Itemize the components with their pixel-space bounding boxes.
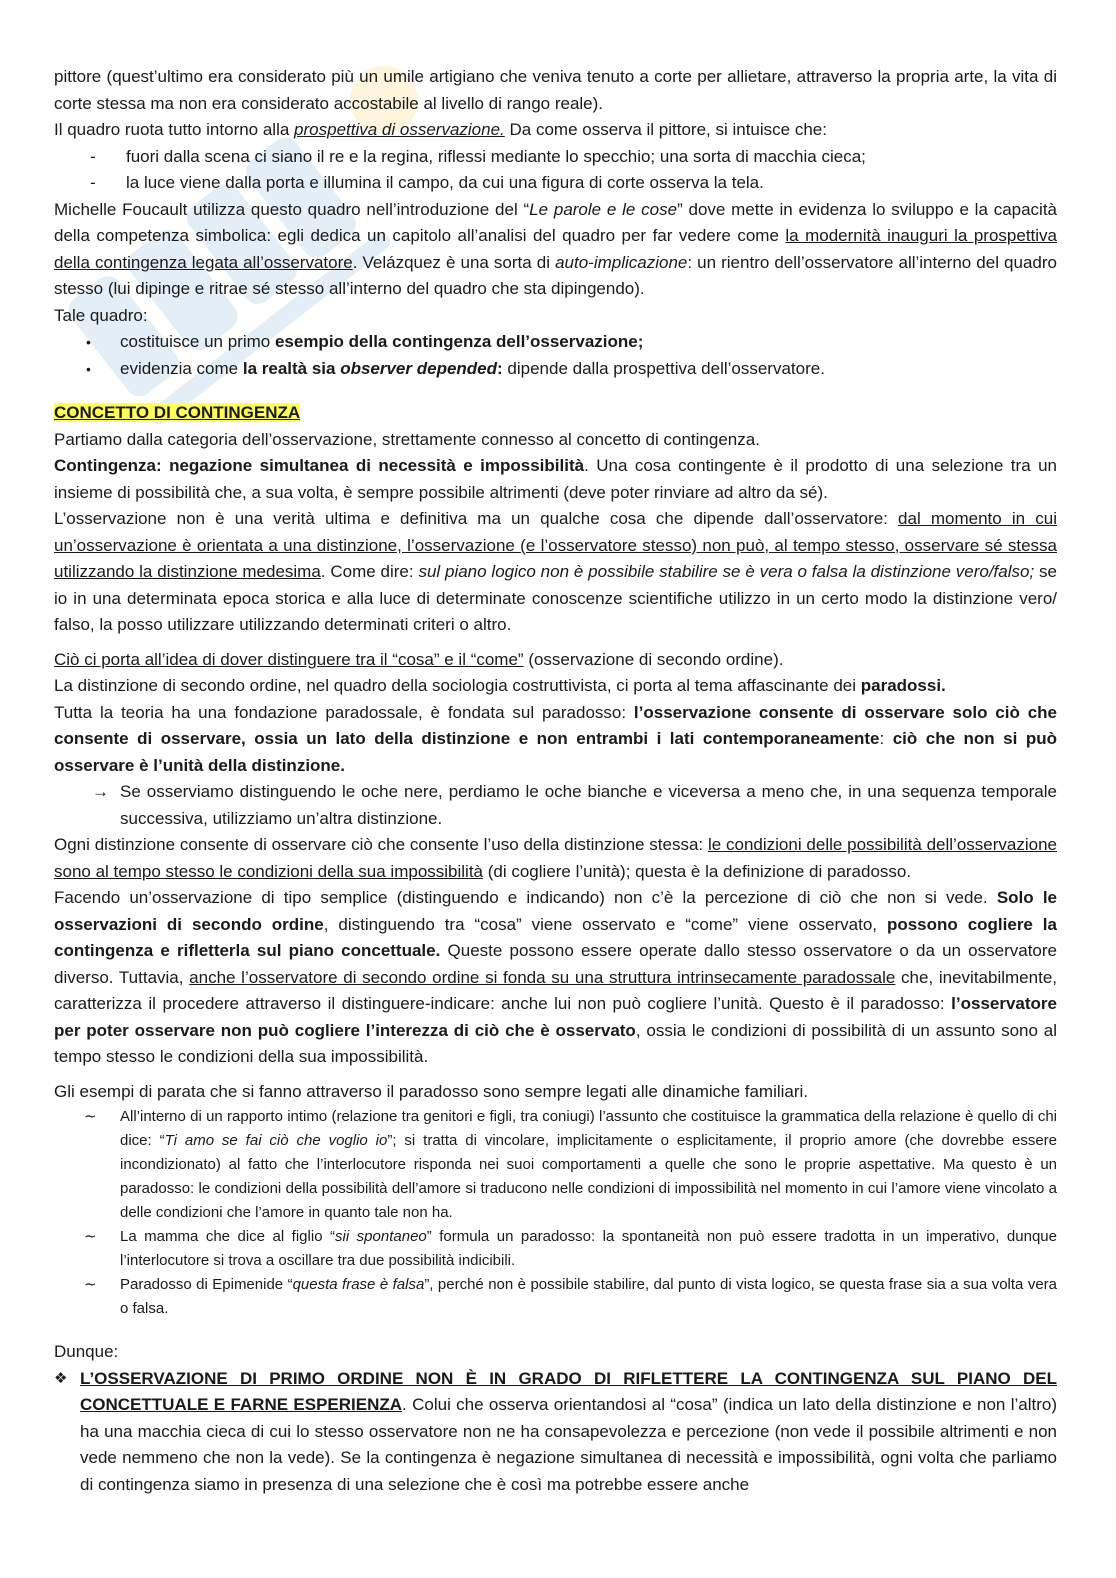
paragraph: Tutta la teoria ha una fondazione paradossale, è fondata sul paradosso: l’osservazione consente di osservare solo ciò che consente di osservare, ossia un lato della distinzione e non entrambi i lati contemporaneamente: ciò che non si può osservare è l’unità della distinzione.	[54, 702, 1058, 775]
section-heading: CONCETTO DI CONTINGENZA	[54, 403, 301, 422]
paragraph: La distinzione di secondo ordine, nel quadro della sociologia costruttivista, ci porta al tema affascinante dei paradossi.	[54, 676, 946, 695]
paragraph: Michelle Foucault utilizza questo quadro nell’introduzione del “Le parole e le cose” dove mette in evidenza lo sviluppo e la capacità della competenza simbolica: egli dedica un capitolo all’analisi del quadro per far vedere come la modernità inauguri la prospettiva della contingenza legata all’osservatore. Velázquez è una sorta di auto-implicazione: un rientro dell’osservatore all’interno del quadro stesso (lui dipinge e ritrae sé stesso all’interno del quadro che sta dipingendo).	[54, 199, 1058, 298]
arrow-list	[54, 779, 1057, 832]
diamond-list	[54, 1366, 1057, 1499]
list-item: • costituisce un primo esempio della contingenza dell’osservazione;	[86, 332, 644, 351]
list-item: ∼ All’interno di un rapporto intimo (relazione tra genitori e figli, tra coniugi) l’assunto che costituisce la grammatica della relazione è quello di chi dice: “Ti amo se fai ciò che voglio io”; si tratta di vincolare, implicitamente o esplicitamente, il proprio amore (che dovrebbe essere incondizionato) al fatto che l’interlocutore risponda nei suoi comportamenti a quelle che sono le proprie aspettative. Ma questo è un paradosso: le condizioni della possibilità dell’amore si traducono nelle condizioni di impossibilità nel momento in cui l’amore viene vincolato a delle condizioni che l’amore in quanto tale non ha.	[84, 1108, 1057, 1221]
list-item: • evidenzia come la realtà sia observer depended: dipende dalla prospettiva dell’osservatore.	[86, 358, 825, 378]
diamond-bullet-icon: ❖	[54, 1369, 68, 1387]
list-item: ∼ La mamma che dice al figlio “sii spontaneo” formula un paradosso: la spontaneità non può essere tradotta in un imperativo, dunque l’interlocutore si trova a oscillare tra due possibilità indicibili.	[84, 1228, 1057, 1269]
paragraph: Dunque:	[54, 1342, 119, 1361]
dash-list	[54, 144, 1057, 197]
paragraph: Contingenza: negazione simultanea di necessità e impossibilità. Una cosa contingente è il prodotto di una selezione tra un insieme di possibilità che, a sua volta, è sempre possibile altrimenti (deve poter rinviare ad altro da sé).	[54, 456, 1057, 502]
paragraph: Il quadro ruota tutto intorno alla prospettiva di osservazione. Da come osserva il pittore, si intuisce che:	[54, 120, 827, 139]
paragraph: Facendo un’osservazione di tipo semplice (distinguendo e indicando) non c’è la percezione di ciò che non si vede. Solo le osservazioni di secondo ordine, distinguendo tra “cosa” viene osservato e “come” viene osservato, possono cogliere la contingenza e rifletterla sul piano concettuale. Queste possono essere operate dallo stesso osservatore o da un osservatore diverso. Tuttavia, anche l’osservatore di secondo ordine si fonda su una struttura intrinsecamente paradossale che, inevitabilmente, caratterizza il procedere attraverso il distinguere-indicare: anche lui non può cogliere l’unità. Questo è il paradosso: l’osservatore per poter osservare non può cogliere l’interezza di ciò che è osservato, ossia le condizioni di possibilità di un assunto sono al tempo stesso le condizioni della sua impossibilità.	[54, 888, 1058, 1066]
paragraph: pittore (quest’ultimo era considerato più un umile artigiano che veniva tenuto a corte per allietare, attraverso la propria arte, la vita di corte stessa ma non era considerato accostabile al livello di rango reale).	[54, 67, 1057, 113]
list-item: → Se osserviamo distinguendo le oche nere, perdiamo le oche bianche e viceversa a meno che, in una sequenza temporale successiva, utilizziamo un’altra distinzione.	[92, 782, 1057, 828]
paragraph: Ciò ci porta all’idea di dover distinguere tra il “cosa” e il “come” (osservazione di secondo ordine).	[54, 649, 784, 669]
bullet-list	[54, 329, 1057, 382]
list-item: - fuori dalla scena ci siano il re e la regina, riflessi mediante lo specchio; una sorta di macchia cieca;	[90, 146, 866, 166]
paragraph: L’osservazione non è una verità ultima e definitiva ma un qualche cosa che dipende dall’osservatore: dal momento in cui un’osservazione è orientata a una distinzione, l’osservazione (e l’osservatore stesso) non può, al tempo stesso, osservare sé stessa utilizzando la distinzione medesima. Come dire: sul piano logico non è possibile stabilire se è vera o falsa la distinzione vero/falso; se io in una determinata epoca storica e alla luce di determinate conoscenze scientifiche utilizzo in un certo modo la distinzione vero/ falso, la posso utilizzare utilizzando determinati criteri o altro.	[54, 509, 1057, 634]
paragraph: Ogni distinzione consente di osservare ciò che consente l’uso della distinzione stessa: le condizioni delle possibilità dell’osservazione sono al tempo stesso le condizioni della sua impossibilità (di cogliere l’unità); questa è la definizione di paradosso.	[54, 835, 1057, 881]
list-item: - la luce viene dalla porta e illumina il campo, da cui una figura di corte osserva la tela.	[90, 173, 764, 192]
list-item: ❖ L’OSSERVAZIONE DI PRIMO ORDINE NON È IN GRADO DI RIFLETTERE LA CONTINGENZA SUL PIANO DEL CONCETTUALE E FARNE ESPERIENZA. Colui che osserva orientandosi al “cosa” (indica un lato della distinzione e non l’altro) ha una macchia cieca di cui lo stesso osservatore non ne ha consapevolezza e percezione (non vede il possibile altrimenti e non vede nemmeno che non la vede). Se la contingenza è negazione simultanea di necessità e impossibilità, ogni volta che parliamo di contingenza siamo in presenza di una selezione che è così ma potrebbe essere anche	[54, 1366, 1057, 1499]
document-page	[54, 64, 1057, 1498]
list-item: ∼ Paradosso di Epimenide “questa frase è falsa”, perché non è possibile stabilire, dal punto di vista logico, se questa frase sia a sua volta vera o falsa.	[84, 1276, 1058, 1317]
paragraph: Tale quadro:	[54, 305, 148, 325]
tilde-list	[54, 1105, 1057, 1321]
paragraph: Gli esempi di parata che si fanno attraverso il paradosso sono sempre legati alle dinamiche familiari.	[54, 1081, 809, 1101]
paragraph: Partiamo dalla categoria dell’osservazione, strettamente connesso al concetto di contingenza.	[54, 429, 760, 449]
